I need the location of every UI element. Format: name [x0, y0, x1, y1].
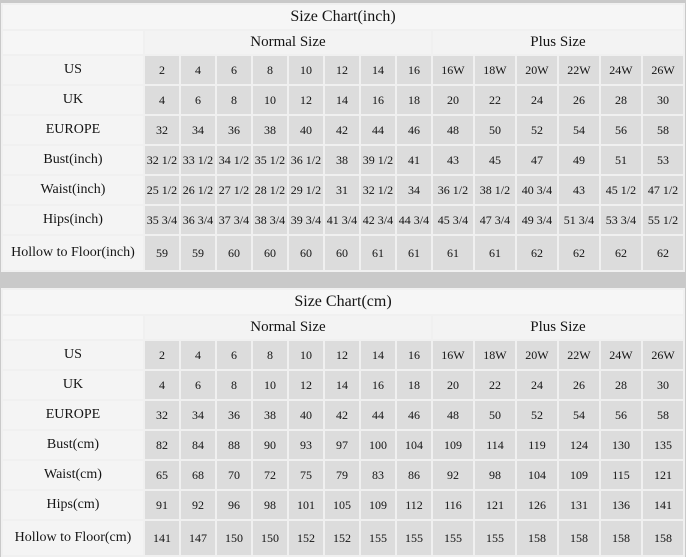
- size-cell: 26: [559, 86, 599, 114]
- size-cell: 155: [361, 521, 395, 555]
- row-label: EUROPE: [3, 116, 143, 144]
- row-label: Hollow to Floor(inch): [3, 236, 143, 270]
- size-cell: 20W: [517, 341, 557, 369]
- size-cell: 8: [217, 86, 251, 114]
- size-cell: 52: [517, 116, 557, 144]
- size-cell: 56: [601, 401, 641, 429]
- size-cell: 152: [325, 521, 359, 555]
- table-row: [3, 116, 683, 144]
- size-cell: 26W: [643, 341, 683, 369]
- size-cell: 38: [253, 401, 287, 429]
- size-cell: 52: [517, 401, 557, 429]
- size-cell: 6: [217, 56, 251, 84]
- size-cell: 98: [253, 491, 287, 519]
- size-cell: 131: [559, 491, 599, 519]
- size-cell: 35 3/4: [145, 206, 179, 234]
- size-cell: 44: [361, 401, 395, 429]
- size-cell: 75: [289, 461, 323, 489]
- size-cell: 16: [397, 56, 431, 84]
- size-cell: 16W: [433, 56, 473, 84]
- size-cell: 42: [325, 116, 359, 144]
- size-cell: 12: [289, 371, 323, 399]
- size-cell: 32 1/2: [361, 176, 395, 204]
- size-cell: 72: [253, 461, 287, 489]
- size-cell: 90: [253, 431, 287, 459]
- size-cell: 58: [643, 116, 683, 144]
- size-chart-cm-rows: [3, 341, 683, 555]
- size-cell: 2: [145, 56, 179, 84]
- row-label: Bust(inch): [3, 146, 143, 174]
- size-cell: 84: [181, 431, 215, 459]
- size-cell: 18: [397, 371, 431, 399]
- size-cell: 38: [253, 116, 287, 144]
- size-cell: 158: [643, 521, 683, 555]
- size-cell: 42: [325, 401, 359, 429]
- size-cell: 12: [325, 56, 359, 84]
- size-cell: 34: [397, 176, 431, 204]
- size-cell: 14: [325, 371, 359, 399]
- size-cell: 26 1/2: [181, 176, 215, 204]
- size-cell: 104: [397, 431, 431, 459]
- size-cell: 27 1/2: [217, 176, 251, 204]
- size-cell: 32: [145, 116, 179, 144]
- size-cell: 83: [361, 461, 395, 489]
- size-cell: 59: [145, 236, 179, 270]
- size-cell: 14: [361, 341, 395, 369]
- row-label: US: [3, 341, 143, 369]
- size-cell: 26: [559, 371, 599, 399]
- size-cell: 10: [289, 56, 323, 84]
- plus-size-header: Plus Size: [433, 316, 683, 339]
- table-row: [3, 461, 683, 489]
- size-cell: 36: [217, 401, 251, 429]
- size-cell: 31: [325, 176, 359, 204]
- size-cell: 98: [475, 461, 515, 489]
- size-cell: 152: [289, 521, 323, 555]
- size-cell: 62: [643, 236, 683, 270]
- size-cell: 36 3/4: [181, 206, 215, 234]
- chart-title: Size Chart(inch): [3, 5, 683, 29]
- size-cell: 41 3/4: [325, 206, 359, 234]
- size-cell: 12: [325, 341, 359, 369]
- size-cell: 121: [475, 491, 515, 519]
- size-cell: 44 3/4: [397, 206, 431, 234]
- size-cell: 41: [397, 146, 431, 174]
- size-cell: 105: [325, 491, 359, 519]
- size-cell: 115: [601, 461, 641, 489]
- size-cell: 51: [601, 146, 641, 174]
- size-cell: 43: [559, 176, 599, 204]
- size-cell: 55 1/2: [643, 206, 683, 234]
- size-cell: 38: [325, 146, 359, 174]
- chart-title: Size Chart(cm): [3, 290, 683, 314]
- size-chart-inch-rows: [3, 56, 683, 270]
- size-cell: 36: [217, 116, 251, 144]
- size-cell: 35 1/2: [253, 146, 287, 174]
- size-cell: 91: [145, 491, 179, 519]
- size-cell: 30: [643, 86, 683, 114]
- size-cell: 114: [475, 431, 515, 459]
- size-cell: 45: [475, 146, 515, 174]
- size-chart-inch-table: [1, 3, 685, 272]
- size-cell: 62: [517, 236, 557, 270]
- size-cell: 49 3/4: [517, 206, 557, 234]
- size-cell: 37 3/4: [217, 206, 251, 234]
- size-cell: 45 1/2: [601, 176, 641, 204]
- size-cell: 40: [289, 401, 323, 429]
- table-row: [3, 86, 683, 114]
- size-cell: 112: [397, 491, 431, 519]
- size-cell: 53 3/4: [601, 206, 641, 234]
- size-cell: 60: [217, 236, 251, 270]
- table-row: [3, 401, 683, 429]
- size-cell: 61: [433, 236, 473, 270]
- size-cell: 53: [643, 146, 683, 174]
- size-cell: 36 1/2: [289, 146, 323, 174]
- row-label: Hips(inch): [3, 206, 143, 234]
- size-cell: 135: [643, 431, 683, 459]
- size-cell: 119: [517, 431, 557, 459]
- table-row: [3, 206, 683, 234]
- size-cell: 61: [361, 236, 395, 270]
- row-label: Waist(inch): [3, 176, 143, 204]
- size-cell: 39 3/4: [289, 206, 323, 234]
- size-cell: 24: [517, 371, 557, 399]
- size-cell: 109: [559, 461, 599, 489]
- size-cell: 59: [181, 236, 215, 270]
- table-row: [3, 491, 683, 519]
- size-cell: 68: [181, 461, 215, 489]
- size-cell: 8: [253, 341, 287, 369]
- size-cell: 12: [289, 86, 323, 114]
- size-cell: 42 3/4: [361, 206, 395, 234]
- size-cell: 51 3/4: [559, 206, 599, 234]
- size-cell: 155: [397, 521, 431, 555]
- size-cell: 104: [517, 461, 557, 489]
- size-cell: 60: [253, 236, 287, 270]
- row-label: UK: [3, 371, 143, 399]
- row-label: Waist(cm): [3, 461, 143, 489]
- size-cell: 22: [475, 371, 515, 399]
- size-cell: 20: [433, 86, 473, 114]
- size-cell: 4: [181, 56, 215, 84]
- size-cell: 8: [217, 371, 251, 399]
- size-cell: 28: [601, 86, 641, 114]
- size-cell: 54: [559, 401, 599, 429]
- size-cell: 79: [325, 461, 359, 489]
- size-cell: 58: [643, 401, 683, 429]
- table-row: [3, 431, 683, 459]
- chart-title-row: [3, 5, 683, 29]
- corner-cell: [3, 31, 143, 54]
- size-cell: 34: [181, 401, 215, 429]
- size-cell: 24W: [601, 341, 641, 369]
- normal-size-header: Normal Size: [145, 316, 431, 339]
- size-cell: 50: [475, 116, 515, 144]
- size-cell: 141: [643, 491, 683, 519]
- size-cell: 65: [145, 461, 179, 489]
- size-cell: 50: [475, 401, 515, 429]
- size-cell: 49: [559, 146, 599, 174]
- size-cell: 109: [361, 491, 395, 519]
- size-cell: 20: [433, 371, 473, 399]
- row-label: EUROPE: [3, 401, 143, 429]
- size-cell: 61: [475, 236, 515, 270]
- size-cell: 20W: [517, 56, 557, 84]
- row-label: Bust(cm): [3, 431, 143, 459]
- size-cell: 46: [397, 116, 431, 144]
- size-cell: 100: [361, 431, 395, 459]
- size-cell: 28 1/2: [253, 176, 287, 204]
- size-cell: 48: [433, 116, 473, 144]
- normal-size-header: Normal Size: [145, 31, 431, 54]
- size-cell: 40: [289, 116, 323, 144]
- size-cell: 48: [433, 401, 473, 429]
- size-cell: 34 1/2: [217, 146, 251, 174]
- size-cell: 14: [325, 86, 359, 114]
- row-label: Hips(cm): [3, 491, 143, 519]
- size-cell: 8: [253, 56, 287, 84]
- size-cell: 109: [433, 431, 473, 459]
- size-cell: 70: [217, 461, 251, 489]
- chart-title-row: [3, 290, 683, 314]
- size-cell: 4: [145, 86, 179, 114]
- size-cell: 92: [181, 491, 215, 519]
- size-cell: 60: [289, 236, 323, 270]
- column-group-row: [3, 316, 683, 339]
- size-cell: 16W: [433, 341, 473, 369]
- size-cell: 116: [433, 491, 473, 519]
- size-cell: 101: [289, 491, 323, 519]
- size-cell: 29 1/2: [289, 176, 323, 204]
- table-row: [3, 371, 683, 399]
- size-cell: 4: [145, 371, 179, 399]
- size-cell: 47 1/2: [643, 176, 683, 204]
- size-cell: 54: [559, 116, 599, 144]
- table-row: [3, 521, 683, 555]
- size-cell: 30: [643, 371, 683, 399]
- size-cell: 18W: [475, 341, 515, 369]
- size-cell: 155: [475, 521, 515, 555]
- size-cell: 155: [433, 521, 473, 555]
- size-cell: 92: [433, 461, 473, 489]
- size-cell: 126: [517, 491, 557, 519]
- table-row: [3, 341, 683, 369]
- size-cell: 34: [181, 116, 215, 144]
- size-cell: 141: [145, 521, 179, 555]
- size-cell: 32: [145, 401, 179, 429]
- size-cell: 97: [325, 431, 359, 459]
- size-cell: 28: [601, 371, 641, 399]
- size-cell: 43: [433, 146, 473, 174]
- size-cell: 158: [559, 521, 599, 555]
- row-label: US: [3, 56, 143, 84]
- size-cell: 158: [517, 521, 557, 555]
- size-cell: 18W: [475, 56, 515, 84]
- size-cell: 45 3/4: [433, 206, 473, 234]
- size-cell: 6: [217, 341, 251, 369]
- size-cell: 22: [475, 86, 515, 114]
- size-cell: 56: [601, 116, 641, 144]
- size-cell: 14: [361, 56, 395, 84]
- size-cell: 47: [517, 146, 557, 174]
- size-cell: 150: [217, 521, 251, 555]
- size-cell: 22W: [559, 341, 599, 369]
- size-cell: 121: [643, 461, 683, 489]
- size-cell: 86: [397, 461, 431, 489]
- size-cell: 44: [361, 116, 395, 144]
- size-cell: 39 1/2: [361, 146, 395, 174]
- size-cell: 88: [217, 431, 251, 459]
- size-cell: 158: [601, 521, 641, 555]
- size-chart-cm-table: [1, 288, 685, 557]
- size-cell: 10: [289, 341, 323, 369]
- size-cell: 124: [559, 431, 599, 459]
- size-cell: 6: [181, 86, 215, 114]
- size-cell: 60: [325, 236, 359, 270]
- size-cell: 24: [517, 86, 557, 114]
- size-cell: 22W: [559, 56, 599, 84]
- size-cell: 10: [253, 371, 287, 399]
- size-cell: 16: [361, 371, 395, 399]
- size-cell: 93: [289, 431, 323, 459]
- size-cell: 62: [601, 236, 641, 270]
- size-cell: 147: [181, 521, 215, 555]
- size-cell: 16: [361, 86, 395, 114]
- size-cell: 33 1/2: [181, 146, 215, 174]
- size-cell: 24W: [601, 56, 641, 84]
- size-cell: 46: [397, 401, 431, 429]
- table-row: [3, 176, 683, 204]
- size-cell: 38 1/2: [475, 176, 515, 204]
- row-label: UK: [3, 86, 143, 114]
- table-row: [3, 236, 683, 270]
- size-cell: 38 3/4: [253, 206, 287, 234]
- size-cell: 96: [217, 491, 251, 519]
- size-cell: 61: [397, 236, 431, 270]
- size-cell: 2: [145, 341, 179, 369]
- corner-cell: [3, 316, 143, 339]
- size-cell: 25 1/2: [145, 176, 179, 204]
- size-cell: 10: [253, 86, 287, 114]
- size-cell: 150: [253, 521, 287, 555]
- size-cell: 62: [559, 236, 599, 270]
- size-cell: 136: [601, 491, 641, 519]
- size-cell: 36 1/2: [433, 176, 473, 204]
- size-cell: 32 1/2: [145, 146, 179, 174]
- size-cell: 26W: [643, 56, 683, 84]
- size-cell: 47 3/4: [475, 206, 515, 234]
- size-cell: 4: [181, 341, 215, 369]
- size-cell: 16: [397, 341, 431, 369]
- plus-size-header: Plus Size: [433, 31, 683, 54]
- table-row: [3, 146, 683, 174]
- table-row: [3, 56, 683, 84]
- size-cell: 130: [601, 431, 641, 459]
- row-label: Hollow to Floor(cm): [3, 521, 143, 555]
- size-cell: 40 3/4: [517, 176, 557, 204]
- size-cell: 6: [181, 371, 215, 399]
- size-cell: 82: [145, 431, 179, 459]
- column-group-row: [3, 31, 683, 54]
- size-cell: 18: [397, 86, 431, 114]
